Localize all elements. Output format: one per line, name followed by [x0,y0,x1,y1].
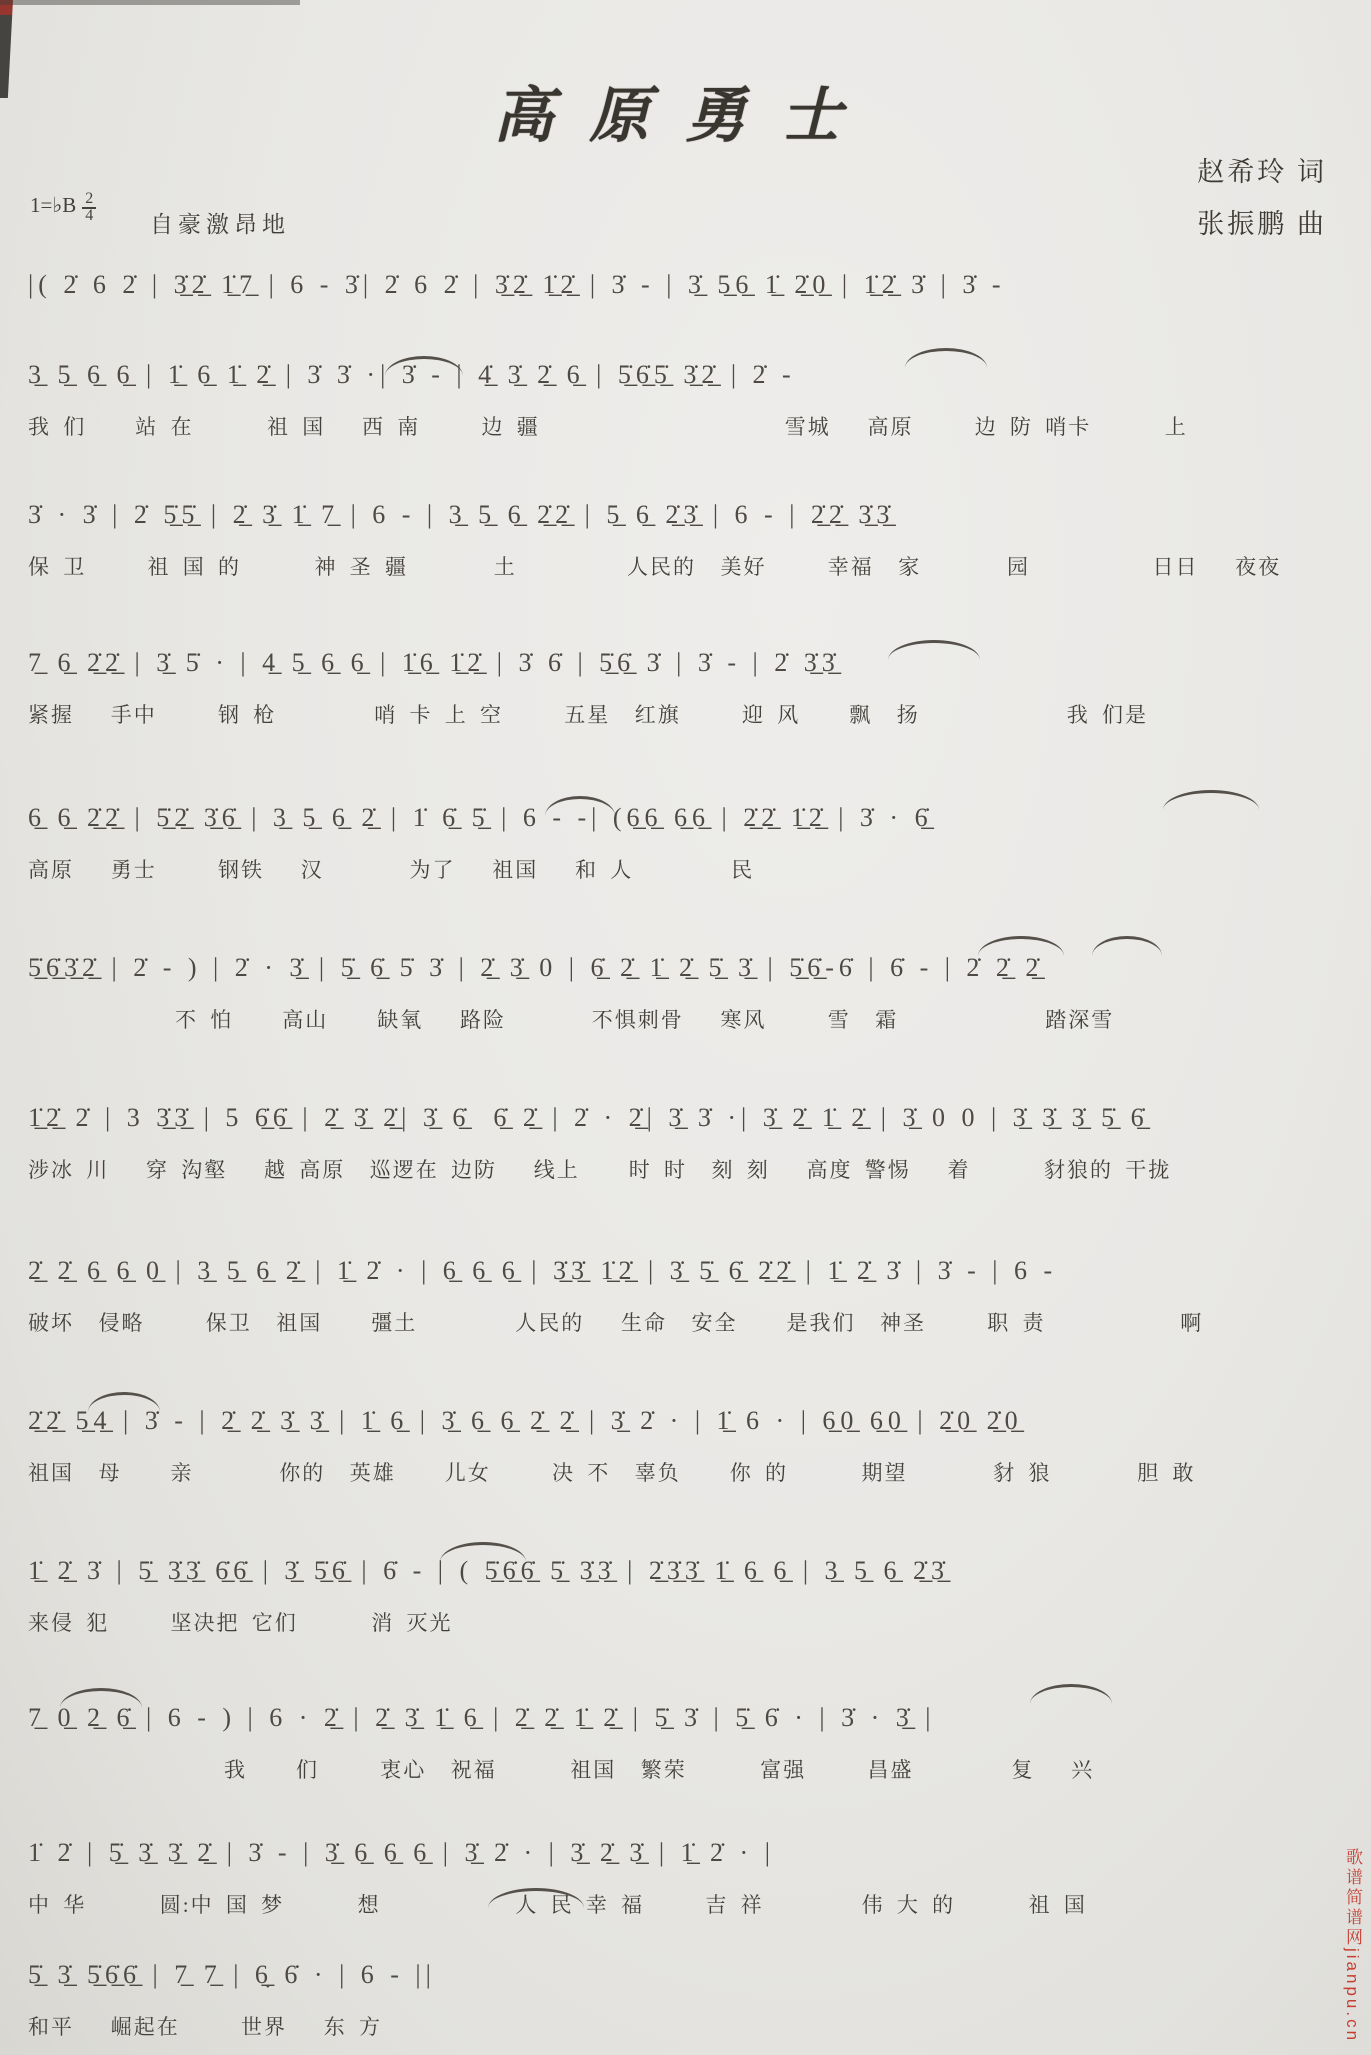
score-system [28,1398,1365,1490]
notation-line: 5̲̇ 3̲̇ 5̲̇6̲̇6̲̇ | 7̲ 7̲ | 6̲̣ 6̇ · | 6 - || [28,1960,436,1989]
lyrics-line: 祖国 母 亲 你的 英雄 儿女 决 不 辜负 你 的 期望 豺 狼 胆 敢 [28,1461,1196,1485]
score-system [28,352,1365,444]
lyrics-line: 紧握 手中 钢 枪 哨 卡 上 空 五星 红旗 迎 风 飘 扬 我 们是 [28,703,1148,727]
composer-credit: 张振鹏 曲 [1197,209,1327,239]
credits-block [1197,146,1327,250]
notation-line: 5̲̇6̲̇3̲̇2̲̇ | 2̇ - ) | 2̇ · 3̲̇ | 5̲̇ 6̲̇ 5̇ 3̇ | 2̲̇ 3̲̇ 0 | 6̲̇ 2̲̇ 1̲̇ 2̲̇ 5̲̇ 3̲̇ | 5̲̇6̲̇-6̇ | 6̇ - | 2̇ 2̲̇ 2̲̇ [28,953,1044,982]
score-system [28,640,1365,732]
score-system [28,262,1365,308]
notation-line: 1̲̇ 2̲̇ 3̇ | 5̲̇ 3̲̇3̲̇ 6̲̇6̲̇ | 3̲̇ 5̲̇6̲̇ | 6̇ - | ( 5̲̇6̲̇6̲̇ 5̲̇ 3̲̇3̲̇ | 2̲̇3̲̇3̲̇ 1̲̇ 6̲ 6̲ | 3̲ 5̲ 6̲ 2̲̇3̲̇ [28,1556,950,1585]
key-signature-text: 1=♭B [30,192,77,217]
slur-arc [1092,936,1162,956]
time-signature [82,190,96,224]
notation-line: 1̲̇2̲̇ 2̇ | 3 3̲̇3̲̇ | 5 6̲̇6̲̇ | 2̲̇ 3̲̇ 2̲̇| 3̲̇ 6̲̇ 6̲̇ 2̲̇ | 2̇ · 2̲̇| 3̲̇ 3̇ ·| 3̲̇ 2̲̇ 1̲̇ 2̲̇ | 3̲̇ 0 0 | 3̲̇ 3̲̇ 3̲̇ 5̲̇ 6̲̇ [28,1103,1149,1132]
notation-line: 2̲̇2̲̇ 5̲4̲ | 3̇ - | 2̲̇ 2̲̇ 3̲̇ 3̲̇ | 1̲̇ 6̲ | 3̲̇ 6̲ 6̲ 2̲̇ 2̲̇ | 3̲̇ 2̇ · | 1̲̇ 6 · | 6̲0̲ 6̲0̲ | 2̲̇0̲ 2̲̇0̲ [28,1406,1023,1435]
notation-line: 2̲̇ 2̲̇ 6̲ 6̲ 0̲ | 3̲ 5̲ 6̲ 2̲̇ | 1̲̇ 2̇ · | 6̲ 6̲ 6̲ | 3̲̇3̲̇ 1̲̇2̲̇ | 3̲̇ 5̲̇ 6̲̇ 2̲̇2̲̇ | 1̲̇ 2̲̇ 3̇ | 3̇ - | 6 - [28,1256,1058,1285]
notation-line: 3̲ 5̲ 6̲ 6̲ | 1̲̇ 6̲ 1̲̇ 2̲̇ | 3̇ 3̇ ·| 3̇ - | 4̲̇ 3̲̇ 2̲̇ 6̲ | 5̲̇6̲̇5̲̇ 3̲̇2̲̇ | 2̇ - [28,360,796,389]
notation-line: 1̇ 2̇ | 5̲̇ 3̲̇ 3̲̇ 2̲̇ | 3̇ - | 3̲̇ 6̲ 6̲ 6̲ | 3̲̇ 2̇ · | 3̲̇ 2̲̇ 3̲̇ | 1̲̇ 2̇ · | [28,1838,775,1867]
slur-arc [1163,790,1259,810]
score-system [28,1952,1365,2044]
lyrics-line: 破坏 侵略 保卫 祖国 彊土 人民的 生命 安全 是我们 神圣 职 责 啊 [28,1311,1204,1335]
score-system [28,945,1365,1037]
page-title: 高原勇士 [493,83,878,149]
key-signature [30,190,96,224]
notation-line: 3̇ · 3̇ | 2̇ 5̲̇5̲̇ | 2̲̇ 3̲̇ 1̲̇ 7̲ | 6 - | 3̲ 5̲ 6̲ 2̲̇2̲̇ | 5̲ 6̲ 2̲̇3̲̇ | 6 - | 2̲̇2̲̇ 3̲̇3̲̇ [28,500,895,529]
score-system [28,1548,1365,1640]
notation-line: 6̲ 6̲ 2̲̇2̲̇ | 5̲̇2̲̇ 3̲̇6̲̇ | 3̲ 5̲ 6̲ 2̲̇ | 1̇ 6̲̇ 5̲̇ | 6 - -| (6̲6̲ 6̲6̲ | 2̲̇2̲̇ 1̲̇2̲̇ | 3̇ · 6̲̇ [28,803,933,832]
notation-line: |( 2̇ 6 2̇ | 3̲̇2̲̇ 1̲̇7̲ | 6 - 3̇| 2̇ 6 2̇ | 3̲̇2̲̇ 1̲̇2̲̇ | 3̇ - | 3̲̇ 5̲6̲ 1̲̇ 2̲̇0̲ | 1̲̇2̲̇ 3̇ | 3̇ - [28,270,1006,299]
tempo-marking: 自豪激昂地 [150,212,290,237]
slur-arc [1030,1684,1112,1704]
notation-line: 7̲ 6̲ 2̲̇2̲̇ | 3̲̇ 5̇ · | 4̲ 5̲ 6̲ 6̲ | 1̲̇6̲ 1̲̇2̲̇ | 3̇ 6̇ | 5̲̇6̲̇ 3̇ | 3̇ - | 2̇ 3̲̇3̲̇ [28,648,840,677]
slur-arc [440,1542,526,1562]
lyrics-line: 中 华 圆:中 国 梦 想 人 民 幸 福 吉 祥 伟 大 的 祖 国 [28,1893,1087,1917]
lyrics-line: 和平 崛起在 世界 东 方 [28,2015,382,2039]
notation-line: 7̲ 0̲ 2̲ 6̲̇ | 6 - ) | 6 · 2̲̇ | 2̲̇ 3̲̇ 1̲̇ 6̲ | 2̲̇ 2̲̇ 1̲̇ 2̲̇ | 5̲̇ 3̇ | 5̲̇ 6̇ · | 3̇ · 3̲̇ | [28,1703,936,1732]
slur-arc [60,1688,142,1708]
score-system [28,1830,1365,1922]
time-signature-numerator: 2 [82,190,96,209]
lyrics-line: 涉冰 川 穿 沟壑 越 高原 巡逻在 边防 线上 时 时 刻 刻 高度 警惕 着 豺狼的 干拢 [28,1158,1172,1182]
watermark: 歌谱简谱网jianpu.cn [1343,1847,1362,2043]
score-system [28,492,1365,584]
score-system [28,1095,1365,1187]
lyrics-line: 我 们 衷心 祝福 祖国 繁荣 富强 昌盛 复 兴 [28,1758,1095,1782]
time-signature-denominator: 4 [85,207,94,224]
lyrics-line: 保 卫 祖 国 的 神 圣 疆 土 人民的 美好 幸福 家 园 日日 夜夜 [28,555,1282,579]
slur-arc [978,936,1064,956]
score-system [28,1695,1365,1787]
scan-artifact [0,0,300,5]
lyricist-credit: 赵希玲 词 [1197,157,1327,187]
lyrics-line: 来侵 犯 坚决把 它们 消 灭光 [28,1611,453,1635]
lyrics-line: 我 们 站 在 祖 国 西 南 边 疆 雪城 高原 边 防 哨卡 上 [28,415,1188,439]
slur-arc [905,348,987,368]
lyrics-line: 不 怕 高山 缺氧 路险 不惧刺骨 寒风 雪 霜 踏深雪 [28,1008,1115,1032]
slur-arc [88,1392,160,1412]
lyrics-line: 高原 勇士 钢铁 汉 为了 祖国 和 人 民 [28,858,755,882]
score-system [28,1248,1365,1340]
